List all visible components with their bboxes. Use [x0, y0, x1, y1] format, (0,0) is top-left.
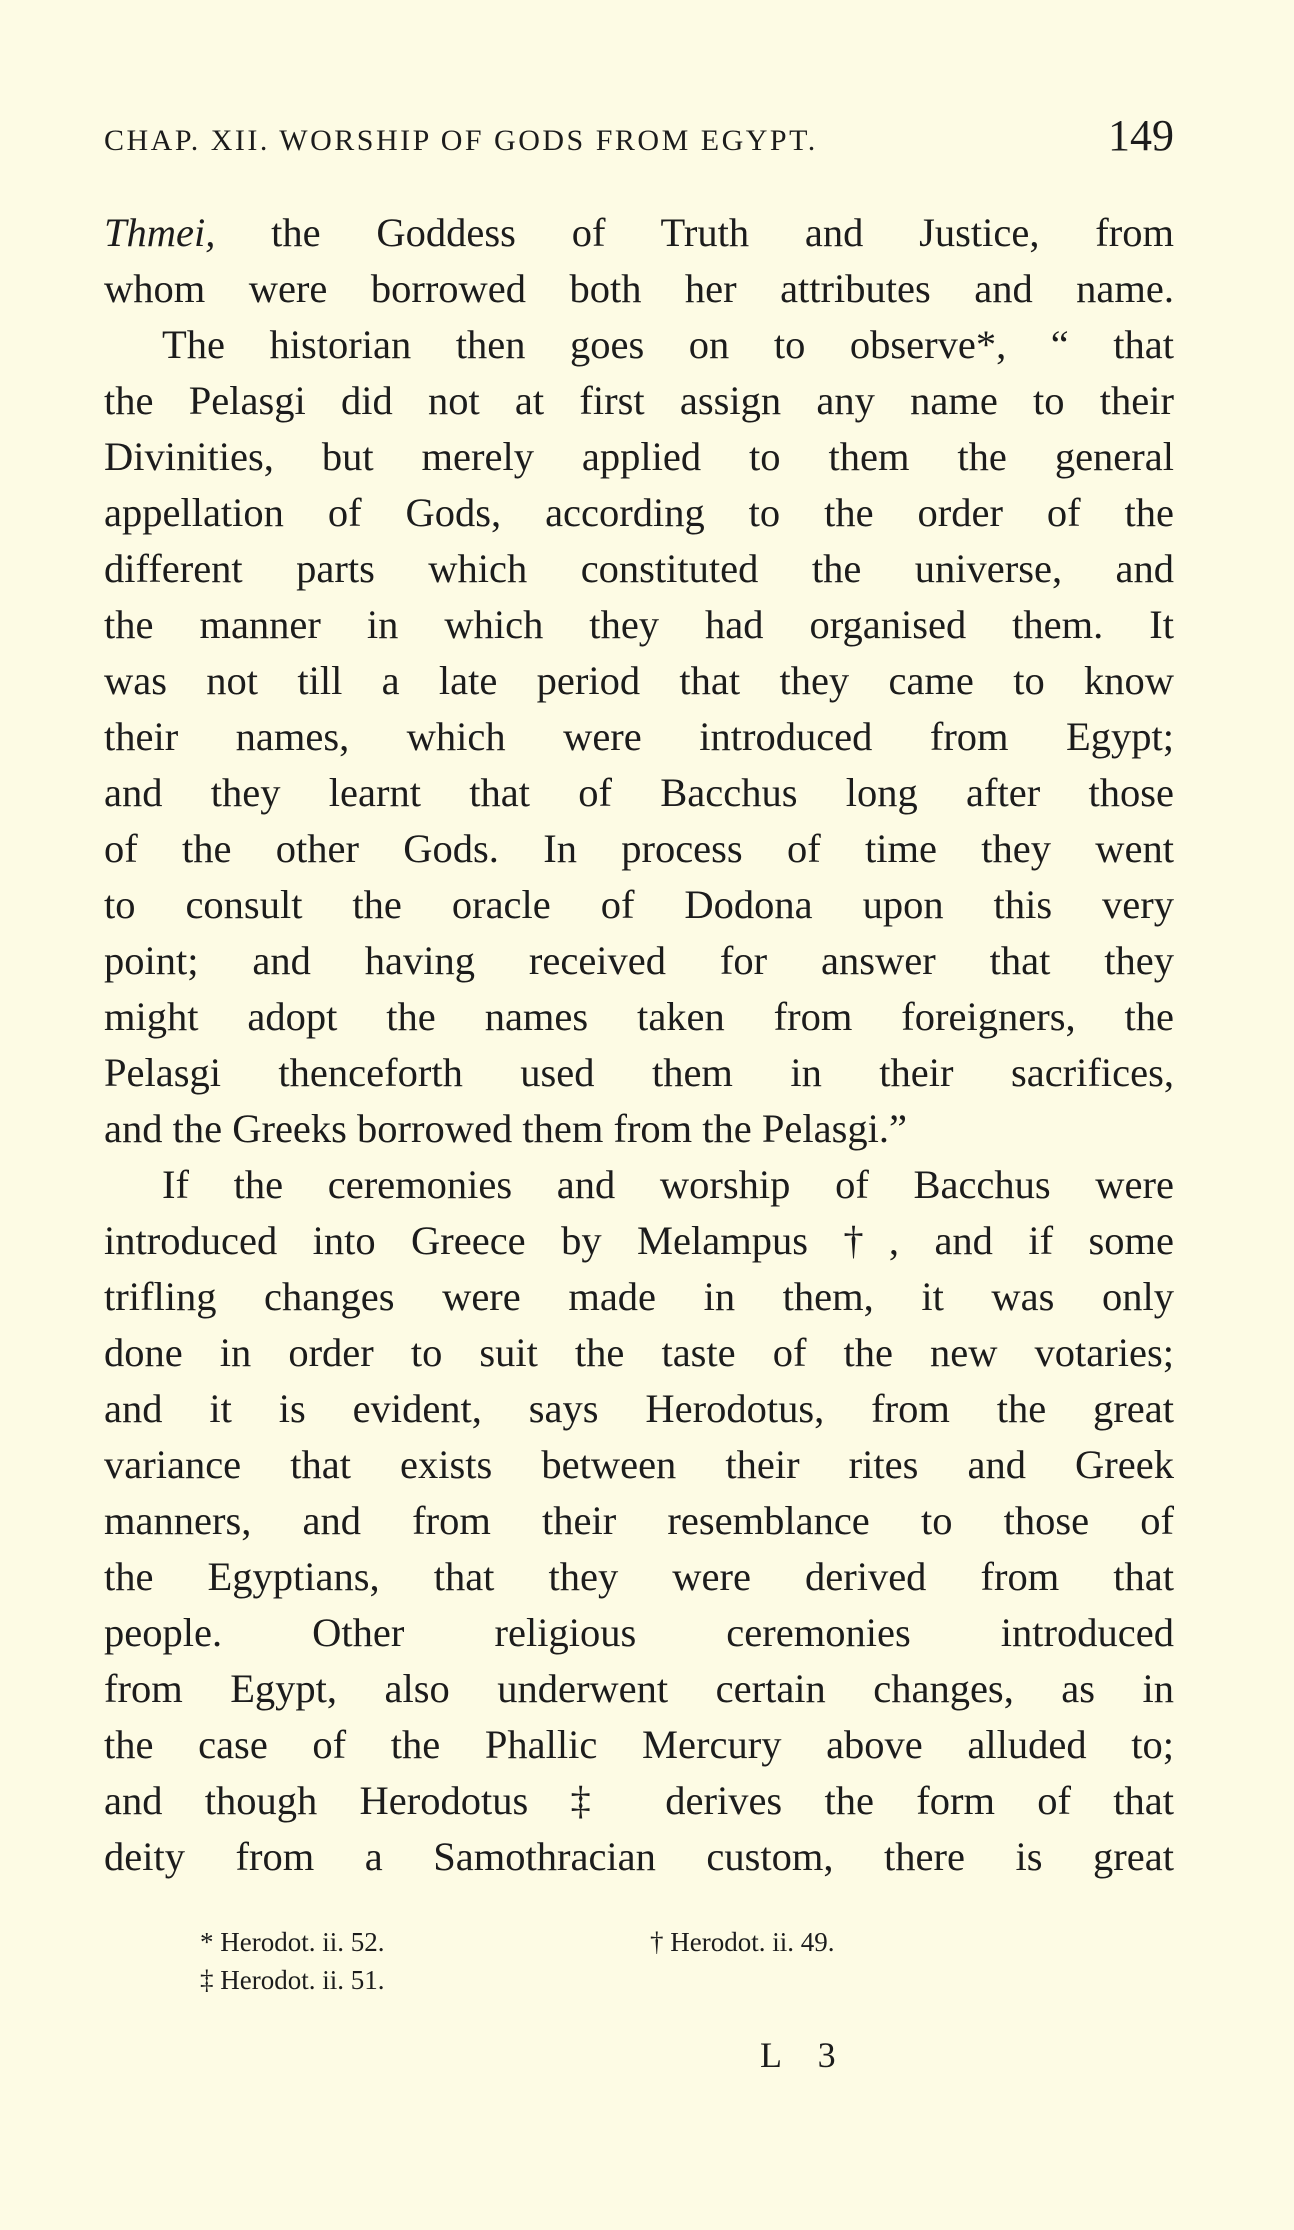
line-text: and they learnt that of Bacchus long after those — [104, 770, 1174, 815]
text-line — [104, 1045, 1174, 1101]
text-line — [104, 1381, 1174, 1437]
signature-mark: L 3 — [760, 2035, 850, 2075]
line-text: done in order to suit the taste of the new votaries; — [104, 1330, 1174, 1375]
text-line — [104, 821, 1174, 877]
text-line — [104, 317, 1174, 373]
line-text: and though Herodotus ‡ derives the form of that — [104, 1778, 1174, 1823]
text-line — [104, 1437, 1174, 1493]
footnotes — [200, 1923, 1000, 1999]
text-line — [104, 709, 1174, 765]
text-line — [104, 1493, 1174, 1549]
page-number: 149 — [1108, 111, 1174, 160]
text-line — [104, 373, 1174, 429]
line-text: might adopt the names taken from foreigners, the — [104, 994, 1174, 1039]
line-text: their names, which were introduced from Egypt; — [104, 714, 1174, 759]
footnote-dagger: † Herodot. ii. 49. — [650, 1927, 835, 1957]
text-line — [104, 653, 1174, 709]
line-text: whom were borrowed both her attributes and name. — [104, 266, 1174, 311]
line-text: appellation of Gods, according to the order of the — [104, 490, 1174, 535]
text-line — [104, 429, 1174, 485]
footnote-row — [200, 1961, 1000, 1999]
line-text: from Egypt, also underwent certain changes, as in — [104, 1666, 1174, 1711]
footnote-star: * Herodot. ii. 52. — [200, 1927, 385, 1957]
line-text: the Pelasgi did not at first assign any name to their — [104, 378, 1174, 423]
text-line — [104, 1325, 1174, 1381]
line-text: and it is evident, says Herodotus, from the great — [104, 1386, 1174, 1431]
line-text: of the other Gods. In process of time they went — [104, 826, 1174, 871]
line-text: introduced into Greece by Melampus †, and if some — [104, 1218, 1174, 1263]
text-line — [104, 877, 1174, 933]
line-text: Pelasgi thenceforth used them in their sacrifices, — [104, 1050, 1174, 1095]
line-text: Divinities, but merely applied to them the general — [104, 434, 1174, 479]
line-text: and the Greeks borrowed them from the Pelasgi.” — [104, 1106, 907, 1151]
line-text: the manner in which they had organised them. It — [104, 602, 1174, 647]
text-line — [104, 1549, 1174, 1605]
line-text: the Goddess of Truth and Justice, from — [215, 210, 1174, 255]
text-line — [104, 597, 1174, 653]
line-text: the case of the Phallic Mercury above alluded to; — [104, 1722, 1174, 1767]
text-line — [104, 989, 1174, 1045]
line-text: point; and having received for answer that they — [104, 938, 1174, 983]
text-line — [104, 933, 1174, 989]
body-text — [104, 205, 1174, 1885]
italic-term: Thmei, — [104, 210, 216, 255]
running-header — [104, 110, 1174, 161]
text-line — [104, 261, 1174, 317]
text-line — [104, 1213, 1174, 1269]
line-text: The historian then goes on to observe*, “ that — [162, 322, 1174, 367]
line-text: the Egyptians, that they were derived from that — [104, 1554, 1174, 1599]
text-line — [104, 205, 1174, 261]
footnote-row — [200, 1923, 1000, 1961]
line-text: people. Other religious ceremonies introduced — [104, 1610, 1174, 1655]
text-line — [104, 1157, 1174, 1213]
text-line — [104, 1269, 1174, 1325]
line-text: trifling changes were made in them, it was only — [104, 1274, 1174, 1319]
footnote-double-dagger: ‡ Herodot. ii. 51. — [200, 1965, 385, 1995]
text-line — [104, 485, 1174, 541]
text-line — [104, 541, 1174, 597]
text-line — [104, 1101, 1174, 1157]
text-line — [104, 1605, 1174, 1661]
text-line — [104, 1717, 1174, 1773]
line-text: was not till a late period that they came to know — [104, 658, 1174, 703]
text-line — [104, 765, 1174, 821]
line-text: If the ceremonies and worship of Bacchus were — [162, 1162, 1174, 1207]
line-text: deity from a Samothracian custom, there is great — [104, 1834, 1174, 1879]
line-text: different parts which constituted the universe, and — [104, 546, 1174, 591]
text-line — [104, 1661, 1174, 1717]
text-line — [104, 1773, 1174, 1829]
text-line — [104, 1829, 1174, 1885]
line-text: to consult the oracle of Dodona upon this very — [104, 882, 1174, 927]
line-text: manners, and from their resemblance to those of — [104, 1498, 1174, 1543]
line-text: variance that exists between their rites and Greek — [104, 1442, 1174, 1487]
chapter-heading: CHAP. XII. WORSHIP OF GODS FROM EGYPT. — [104, 124, 818, 157]
